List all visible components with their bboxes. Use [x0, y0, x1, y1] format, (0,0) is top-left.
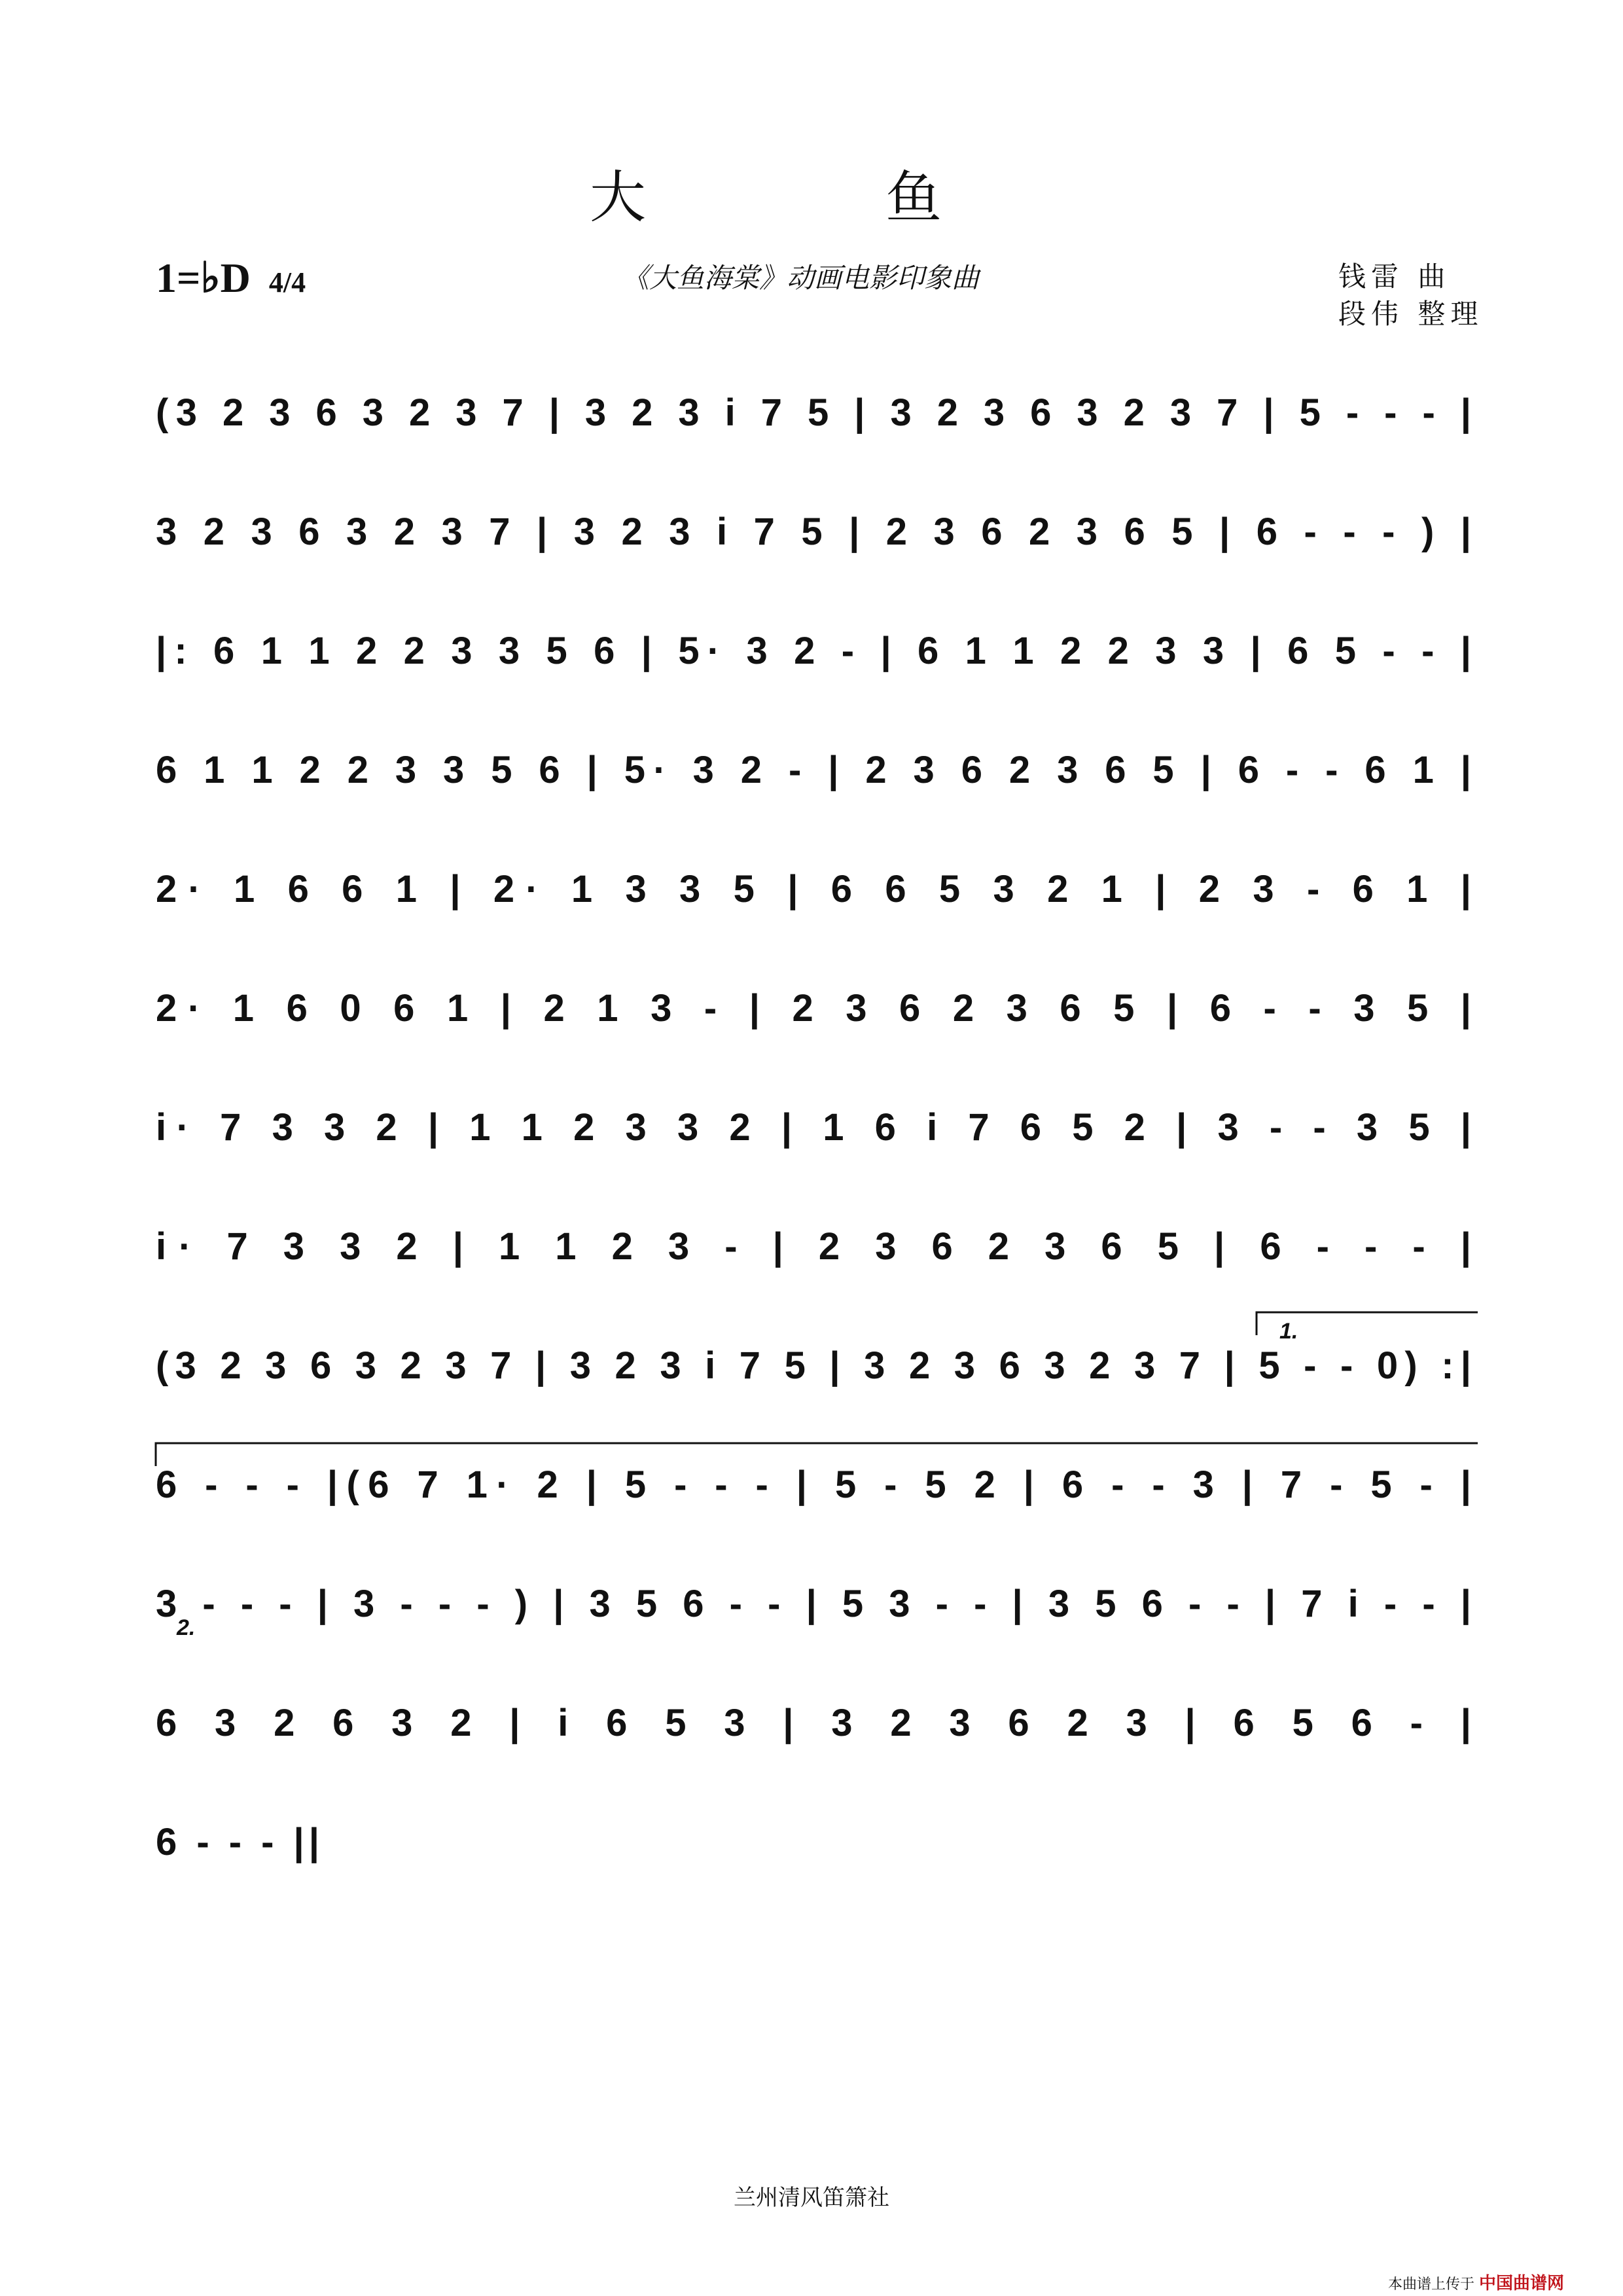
subtitle: 《大鱼海棠》动画电影印象曲	[622, 262, 980, 294]
publisher: 兰州清风笛箫社	[734, 2185, 889, 2211]
site-logo: 中国曲谱网	[1478, 2274, 1564, 2293]
score-line: 2· 1 6 6 1 | 2· 1 3 3 5 | 6 6 5 3 2 1 | 2 3 - 6 1 |	[156, 868, 1472, 910]
arranger: 段伟 整理	[1338, 298, 1484, 330]
volta-2-label: 2.	[177, 1615, 196, 1640]
key-label: 1=♭D	[156, 255, 251, 301]
score-line: i· 7 3 3 2 | 1 1 2 3 3 2 | 1 6 i 7 6 5 2 | 3 - - 3 5 |	[156, 1106, 1472, 1149]
score-line: 6 - - - ||	[156, 1821, 319, 1863]
time-signature: 4/4	[268, 266, 306, 298]
score-line: 6 3 2 6 3 2 | i 6 5 3 | 3 2 3 6 2 3 | 6 5 6 - |	[156, 1702, 1472, 1744]
composer: 钱雷 曲	[1338, 260, 1451, 293]
score-line: i· 7 3 3 2 | 1 1 2 3 - | 2 3 6 2 3 6 5 | 6 - - - |	[156, 1225, 1471, 1268]
upload-note	[1388, 2270, 1564, 2294]
score-line: |: 6 1 1 2 2 3 3 5 6 | 5· 3 2 - | 6 1 1 2 2 3 3 | 6 5 - - |	[156, 630, 1471, 672]
score-line: 6 - - - |(6 7 1· 2 | 5 - - - | 5 - 5 2 | 6 - - 3 | 7 - 5 - |	[156, 1463, 1471, 1506]
score-line: (3 2 3 6 3 2 3 7 | 3 2 3 i 7 5 | 3 2 3 6 3 2 3 7 | 5 - - - |	[156, 391, 1472, 434]
score-line: 6 1 1 2 2 3 3 5 6 | 5· 3 2 - | 2 3 6 2 3 6 5 | 6 - - 6 1 |	[156, 749, 1471, 791]
upload-text: 本曲谱上传于	[1387, 2276, 1474, 2293]
score-line: 3 - - - | 3 - - - ) | 3 5 6 - - | 5 3 - - | 3 5 6 - - | 7 i - - |	[156, 1583, 1471, 1625]
score-line: 2· 1 6 0 6 1 | 2 1 3 - | 2 3 6 2 3 6 5 | 6 - - 3 5 |	[156, 987, 1472, 1030]
volta-1-label: 1.	[1279, 1319, 1298, 1344]
page-title: 大 鱼	[590, 165, 1033, 230]
score-line: (3 2 3 6 3 2 3 7 | 3 2 3 i 7 5 | 3 2 3 6 3 2 3 7 | 5 - - 0) :|	[156, 1344, 1471, 1387]
score-line: 3 2 3 6 3 2 3 7 | 3 2 3 i 7 5 | 2 3 6 2 3 6 5 | 6 - - - ) |	[156, 511, 1471, 553]
